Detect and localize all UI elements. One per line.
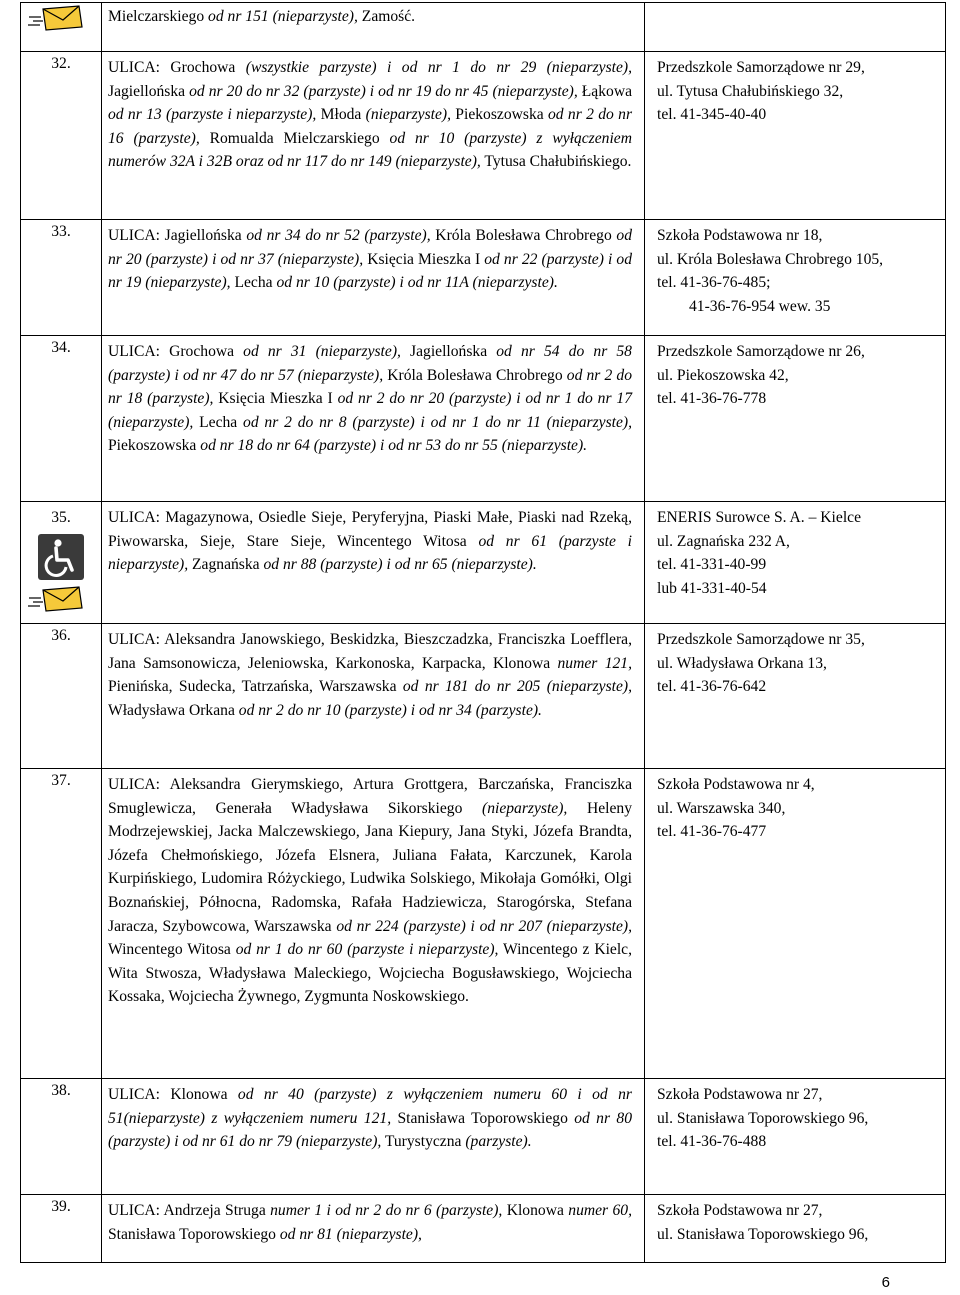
contact-cell [645, 3, 946, 52]
contact-cell [645, 502, 946, 624]
contact-cell [645, 624, 946, 769]
street-range: od nr 20 do nr 32 (parzyste) i od nr 19 do nr 45 (nieparzyste), [189, 82, 578, 100]
institution-phone: tel. 41-36-76-642 [657, 678, 767, 696]
street-range: od nr 88 (parzyste) i od nr 65 (nieparzyste). [263, 556, 537, 574]
street-range: (nieparzyste), [482, 799, 568, 817]
institution-phone-alt: 41-36-76-954 wew. 35 [689, 297, 831, 315]
contact-cell [645, 1195, 946, 1263]
institution-phone: tel. 41-36-76-485; [657, 274, 771, 292]
row-number: 34. [21, 336, 102, 502]
street-name: Heleny Modrzejewskiej, Jacka Malczewskiego, Jana Kiepury, Jana Styki, Józefa Brandta, Józefa Chełmońskiego, Józefa Elsnera, Juliana Fałata, Karczunek, Karola Kurpińskiego, Ludomira Różyckiego, Ludwika Solskiego, Mikołaja Gomółki, Olgi Boznańskiej, Północna, Radomska, Rafała Hadziewicza, Starogórska, Stefana Jaracza, Szybowcowa, Warszawska [108, 799, 632, 935]
street-name: Lecha [230, 274, 277, 292]
row-number-cell [21, 3, 102, 52]
street-name: Młoda [316, 106, 366, 124]
street-name: Stanisława Toporowskiego [391, 1109, 575, 1127]
institution-phone: tel. 41-36-76-488 [657, 1133, 767, 1151]
address-cell [102, 220, 645, 336]
address-cell [102, 502, 645, 624]
street-range: od nr 31 (nieparzyste), [243, 343, 401, 360]
table-row [21, 769, 946, 1079]
institution-address: ul. Władysława Orkana 13, [657, 654, 827, 672]
street-name: Turystyczna [381, 1133, 466, 1151]
table-row [21, 52, 946, 220]
row-number: 36. [21, 624, 102, 769]
table-row [21, 1195, 946, 1263]
row-number: 37. [21, 769, 102, 1079]
street-range: od nr 2 do nr 18 (parzyste), [108, 366, 633, 408]
row-number: 39. [21, 1195, 102, 1263]
address-cell [102, 336, 645, 502]
street-range: od nr 2 do nr 10 (parzyste) i od nr 34 (parzyste). [238, 701, 542, 719]
street-name: Zagnańska [188, 556, 264, 574]
street-name: ULICA: Klonowa [108, 1086, 238, 1103]
page-number: 6 [881, 1274, 890, 1291]
street-name: Wincentego Witosa [108, 941, 236, 959]
table-row [21, 502, 946, 624]
street-name: Klonowa [502, 1202, 569, 1219]
institution-address: ul. Króla Bolesława Chrobrego 105, [657, 250, 884, 268]
street-range: od nr 54 do nr 58 (parzyste) i od nr 47 do nr 57 (nieparzyste), [108, 343, 632, 384]
address-table [20, 2, 946, 1263]
street-name: Jagiellońska [108, 82, 190, 100]
street-range: od nr 1 do nr 60 (parzyste i nieparzyste), [235, 941, 499, 959]
street-range: (parzyste). [465, 1133, 532, 1151]
address-cell [102, 1195, 645, 1263]
street-range: (wszystkie parzyste) i od nr 1 do nr 29 (nieparzyste), [245, 59, 632, 76]
institution-address: ul. Stanisława Toporowskiego 96, [657, 1225, 869, 1243]
institution-phone: tel. 41-331-40-99 [657, 556, 767, 574]
table-row [21, 3, 946, 52]
street-name: ULICA: Grochowa [108, 59, 246, 76]
table-row [21, 220, 946, 336]
contact-cell [645, 1079, 946, 1195]
institution-name: Przedszkole Samorządowe nr 29, [657, 59, 865, 76]
contact-cell [645, 769, 946, 1079]
street-range: od nr 81 (nieparzyste), [279, 1225, 422, 1243]
institution-name: Przedszkole Samorządowe nr 35, [657, 631, 865, 648]
street-range: od nr 61 (parzyste i nieparzyste), [108, 532, 632, 574]
contact-cell [645, 52, 946, 220]
address-cell [102, 1079, 645, 1195]
institution-address: ul. Zagnańska 232 A, [657, 532, 790, 550]
street-name: Króla Bolesława Chrobrego [383, 366, 567, 384]
street-range: od nr 151 (nieparzyste), [208, 8, 358, 25]
street-name: ULICA: Aleksandra Gierymskiego, Artura Grottgera, Barczańska, Franciszka Smuglewicza, Generała Władysława Sikorskiego [108, 776, 632, 817]
street-range: od nr 40 (parzyste) z wyłączeniem numeru 60 i od nr 51(nieparzyste) z wyłączeniem numeru 121, [108, 1086, 632, 1127]
institution-phone-alt: lub 41-331-40-54 [657, 579, 767, 597]
address-cell [102, 3, 645, 52]
street-name: Księcia Mieszka I [213, 390, 338, 408]
street-range: od nr 181 do nr 205 (nieparzyste), [402, 678, 633, 696]
institution-address: ul. Piekoszowska 42, [657, 366, 789, 384]
street-name: Księcia Mieszka I [363, 250, 485, 268]
street-range: numer 121, [557, 654, 632, 672]
street-name: ULICA: Aleksandra Janowskiego, Beskidzka, Bieszczadzka, Franciszka Loefflera, Jana Samsonowicza, Jeleniowska, Karkonoska, Karpacka, Klonowa [108, 631, 632, 672]
street-name: ULICA: Magazynowa, Osiedle Sieje, Peryferyjna, Piaski Małe, Piaski nad Rzeką, Piwowarska, Sieje, Stare Sieje, Wincentego Witosa [108, 509, 632, 550]
table-row [21, 336, 946, 502]
institution-phone: tel. 41-36-76-778 [657, 390, 767, 408]
address-cell [102, 624, 645, 769]
street-range: od nr 224 (parzyste) i od nr 207 (nieparzyste), [336, 917, 632, 935]
street-range: od nr 2 do nr 16 (parzyste), [108, 106, 633, 147]
contact-cell [645, 336, 946, 502]
street-range: od nr 2 do nr 20 (parzyste) i od nr 1 do nr 17 (nieparzyste), [108, 390, 632, 431]
address-cell [102, 769, 645, 1079]
institution-address: ul. Warszawska 340, [657, 799, 786, 817]
street-name: Romualda Mielczarskiego [199, 129, 390, 147]
street-name: Stanisława Toporowskiego [108, 1225, 280, 1243]
street-range: od nr 10 (parzyste) i od nr 11A (nieparzyste). [276, 274, 558, 292]
institution-name: ENERIS Surowce S. A. – Kielce [657, 509, 861, 526]
street-range: od nr 18 do nr 64 (parzyste) i od nr 53 do nr 55 (nieparzyste). [200, 437, 588, 455]
street-name: ULICA: Jagiellońska [108, 227, 247, 244]
envelope-icon [27, 586, 87, 612]
wheelchair-icon [38, 534, 84, 580]
street-name: ULICA: Andrzeja Struga [108, 1202, 271, 1219]
street-name: Zamość. [357, 8, 416, 25]
institution-address: ul. Tytusa Chałubińskiego 32, [657, 82, 844, 100]
street-range: od nr 13 (parzyste i nieparzyste), [108, 106, 317, 124]
institution-name: Szkoła Podstawowa nr 27, [657, 1086, 823, 1103]
street-range: od nr 20 (parzyste) i od nr 37 (nieparzyste), [108, 227, 633, 268]
institution-address: ul. Stanisława Toporowskiego 96, [657, 1109, 869, 1127]
table-row [21, 1079, 946, 1195]
institution-name: Przedszkole Samorządowe nr 26, [657, 343, 865, 360]
street-name: Jagiellońska [400, 343, 497, 360]
row-number: 38. [21, 1079, 102, 1195]
street-name: Mielczarskiego [108, 8, 209, 25]
street-name: Łąkowa [577, 82, 633, 100]
street-name: Króla Bolesława Chrobrego [430, 227, 617, 244]
envelope-icon [27, 5, 87, 31]
institution-name: Szkoła Podstawowa nr 4, [657, 776, 815, 793]
institution-phone: tel. 41-36-76-477 [657, 823, 767, 841]
street-name: Pienińska, Sudecka, Tatrzańska, Warszawska [108, 678, 403, 696]
street-name: Piekoszowska [450, 106, 548, 124]
row-number: 33. [21, 220, 102, 336]
street-range: od nr 22 (parzyste) i od nr 19 (nieparzyste), [108, 250, 632, 292]
street-range: od nr 2 do nr 8 (parzyste) i od nr 1 do nr 11 (nieparzyste), [243, 413, 632, 431]
street-name: Tytusa Chałubińskiego. [480, 153, 632, 171]
institution-name: Szkoła Podstawowa nr 18, [657, 227, 823, 244]
street-range: od nr 80 (parzyste) i od nr 61 do nr 79 (nieparzyste), [108, 1109, 632, 1151]
street-range: numer 60, [568, 1202, 632, 1219]
street-range: od nr 10 (parzyste) z wyłączeniem numerów 32A i 32B oraz od nr 117 do nr 149 (nieparzyste), [108, 129, 632, 171]
row-number: 32. [21, 52, 102, 220]
street-name: Lecha [193, 413, 244, 431]
institution-phone: tel. 41-345-40-40 [657, 106, 767, 124]
address-cell [102, 52, 645, 220]
row-number: 35. [51, 509, 71, 526]
table-row [21, 624, 946, 769]
street-range: (nieparzyste), [365, 106, 451, 124]
contact-cell [645, 220, 946, 336]
street-name: Władysława Orkana [108, 701, 239, 719]
street-name: ULICA: Grochowa [108, 343, 244, 360]
street-name: Piekoszowska [108, 437, 201, 455]
street-range: od nr 34 do nr 52 (parzyste), [246, 227, 431, 244]
row-number-cell [21, 502, 102, 624]
street-name: Wincentego z Kielc, Wita Stwosza, Władysława Maleckiego, Wojciecha Bogusławskiego, Wojciecha Kossaka, Wojciecha Żywnego, Zygmunta Noskowskiego. [108, 941, 632, 1006]
institution-name: Szkoła Podstawowa nr 27, [657, 1202, 823, 1219]
street-range: numer 1 i od nr 2 do nr 6 (parzyste), [270, 1202, 503, 1219]
